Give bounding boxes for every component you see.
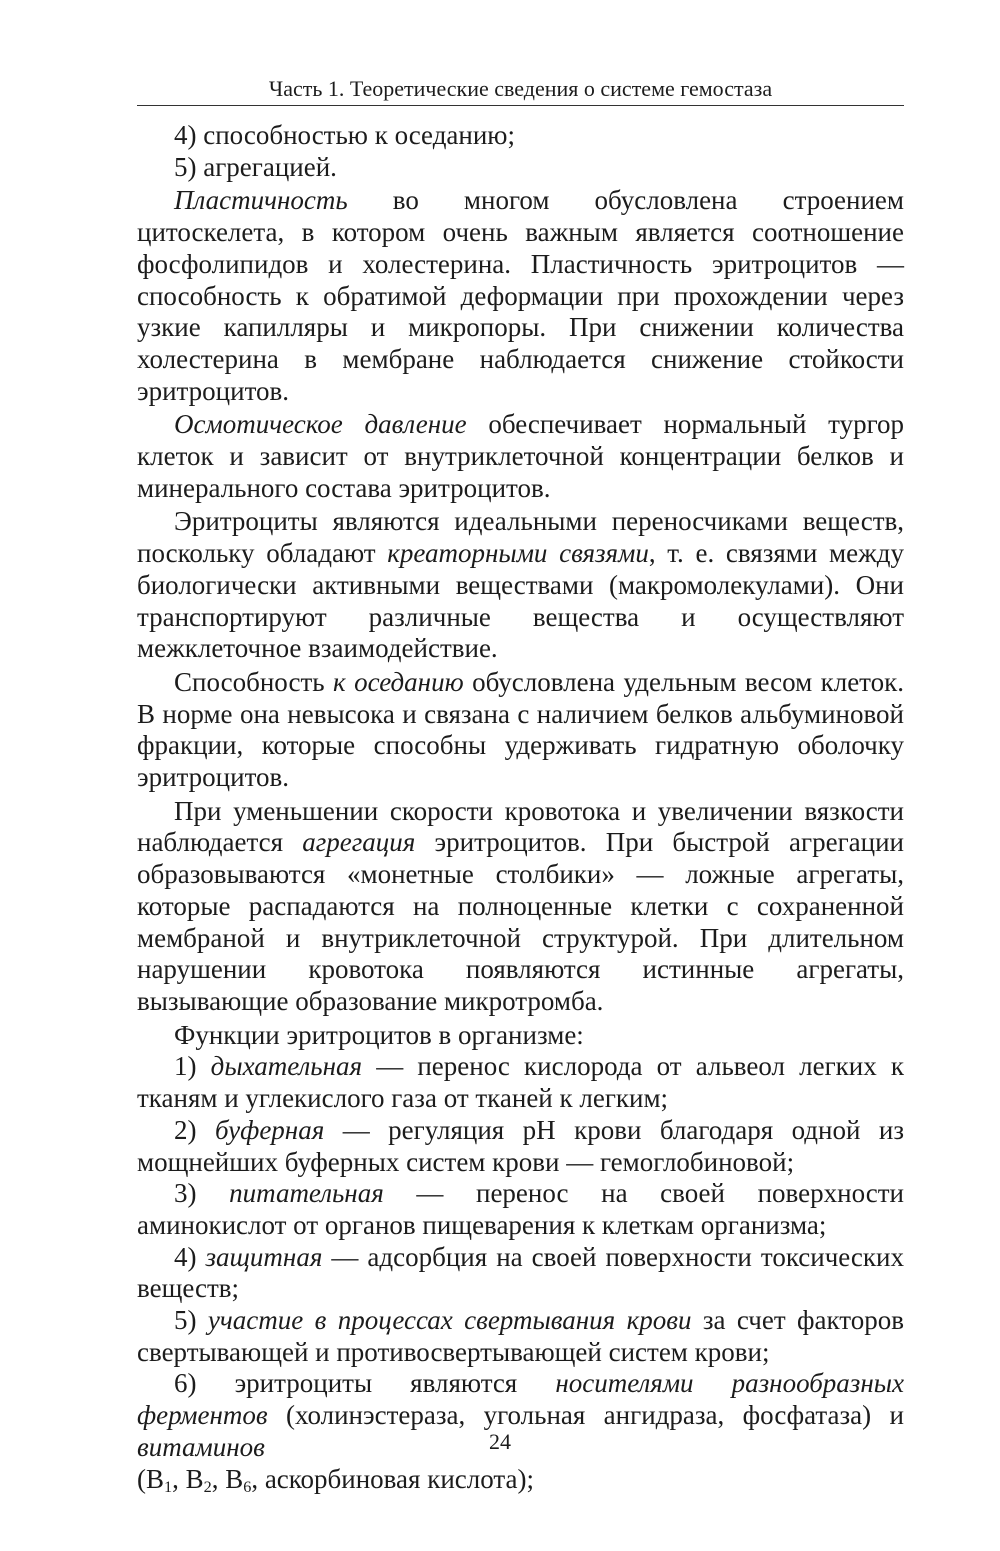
function-item-coagulation bbox=[137, 1305, 904, 1368]
function-term: защитная bbox=[205, 1241, 323, 1272]
term-aggregation: агрегация bbox=[302, 827, 416, 858]
sedimentation-after: обусловлена удельным весом клеток. В норме она невысока и связана с наличием белков альбуминовой фракции, которые способны удерживать гидратную оболочку эритроцитов. bbox=[137, 666, 904, 793]
list-item-5: 5) агрегацией. bbox=[174, 151, 337, 182]
vitamin-b1: ($B_1$, bbox=[137, 1463, 186, 1496]
function-item-protective bbox=[137, 1242, 904, 1305]
carriers-before: Эритроциты являются идеальными переносчиками веществ, поскольку обладают bbox=[137, 506, 904, 569]
function-term: буферная bbox=[214, 1114, 325, 1145]
paragraph-sedimentation bbox=[137, 667, 904, 794]
term-osmotic: Осмотическое давление bbox=[174, 409, 467, 440]
page-number: 24 bbox=[489, 1429, 511, 1454]
paragraph-osmotic bbox=[137, 409, 904, 504]
osmotic-text: обеспечивает нормальный тургор клеток и зависит от внутриклеточной концентрации белков и минерального состава эритроцитов. bbox=[137, 409, 904, 503]
function-text: — перенос на своей поверхности аминокислот от органов пищеварения к клеткам организма; bbox=[137, 1178, 904, 1240]
aggregation-after: эритроцитов. При быстрой агрегации образовываются «монетные столбики» — ложные агрегаты, которые распадаются на полноценные клетки с сохраненной мембраной и внутриклеточной структурой. При длительном нарушении кровотока появляются истинные агрегаты, вызывающие образование микротромба. bbox=[137, 827, 904, 1016]
paragraph-plasticity bbox=[137, 185, 904, 407]
term-creator-links: креаторными связями bbox=[387, 538, 649, 569]
function-number: 5) bbox=[174, 1305, 208, 1336]
functions-intro: Функции эритроцитов в организме: bbox=[174, 1019, 584, 1050]
function-6-middle: (холинэстераза, угольная ангидраза, фосфатаза) и bbox=[267, 1400, 904, 1431]
function-text: за счет факторов свертывающей и противосвертывающей систем крови; bbox=[137, 1305, 904, 1367]
header-rule bbox=[137, 105, 904, 106]
function-number: 1) bbox=[174, 1051, 211, 1082]
term-plasticity: Пластичность bbox=[174, 185, 348, 216]
body-text bbox=[137, 120, 904, 1495]
vitamin-b2: $B_2$, bbox=[185, 1463, 226, 1496]
function-term: дыхательная bbox=[210, 1051, 363, 1082]
paragraph-carriers bbox=[137, 506, 904, 665]
running-header: Часть 1. Теоретические сведения о системе гемостаза bbox=[268, 76, 773, 101]
function-number: 2) bbox=[174, 1114, 215, 1145]
function-term: участие в процессах свертывания крови bbox=[207, 1305, 692, 1336]
carriers-after: , т. е. связями между биологически активными веществами (макромолекулами). Они транспортируют различные вещества и осуществляют межклеточное взаимодействие. bbox=[137, 538, 904, 664]
function-6-tail: аскорбиновая кислота); bbox=[264, 1463, 534, 1494]
sedimentation-before: Способность bbox=[174, 666, 334, 697]
function-text: — адсорбция на своей поверхности токсических веществ; bbox=[137, 1241, 904, 1304]
term-vitamins: витаминов bbox=[137, 1431, 265, 1462]
aggregation-before: При уменьшении скорости кровотока и увеличении вязкости наблюдается bbox=[137, 795, 904, 858]
function-item-nutritive bbox=[137, 1178, 904, 1241]
function-item-respiratory bbox=[137, 1051, 904, 1114]
function-number: 6) bbox=[174, 1368, 235, 1399]
function-text: — перенос кислорода от альвеол легких к тканям и углекислого газа от тканей к легким; bbox=[137, 1051, 904, 1114]
function-6-before: эритроциты являются bbox=[234, 1368, 556, 1399]
function-term: питательная bbox=[229, 1178, 384, 1209]
list-item-4: 4) способностью к оседанию; bbox=[174, 120, 515, 150]
vitamin-b6: $B_6$, bbox=[225, 1463, 265, 1496]
function-item-buffer bbox=[137, 1115, 904, 1178]
term-sedimentation: к оседанию bbox=[333, 666, 464, 697]
term-enzyme-carriers: носителями разнообразных ферментов bbox=[137, 1368, 904, 1431]
function-text: — регуляция pH крови благодаря одной из мощнейших буферных систем крови — гемоглобиновой; bbox=[137, 1114, 904, 1177]
plasticity-text: во многом обусловлена строением цитоскелета, в котором очень важным является соотношение фосфолипидов и холестерина. Пластичность эритроцитов — способность к обратимой деформации при прохождении через узкие капилляры и микропоры. При снижении количества холестерина в мембране наблюдается снижение стойкости эритроцитов. bbox=[137, 185, 904, 406]
function-number: 3) bbox=[174, 1178, 230, 1209]
function-number: 4) bbox=[174, 1241, 206, 1272]
paragraph-aggregation bbox=[137, 796, 904, 1018]
